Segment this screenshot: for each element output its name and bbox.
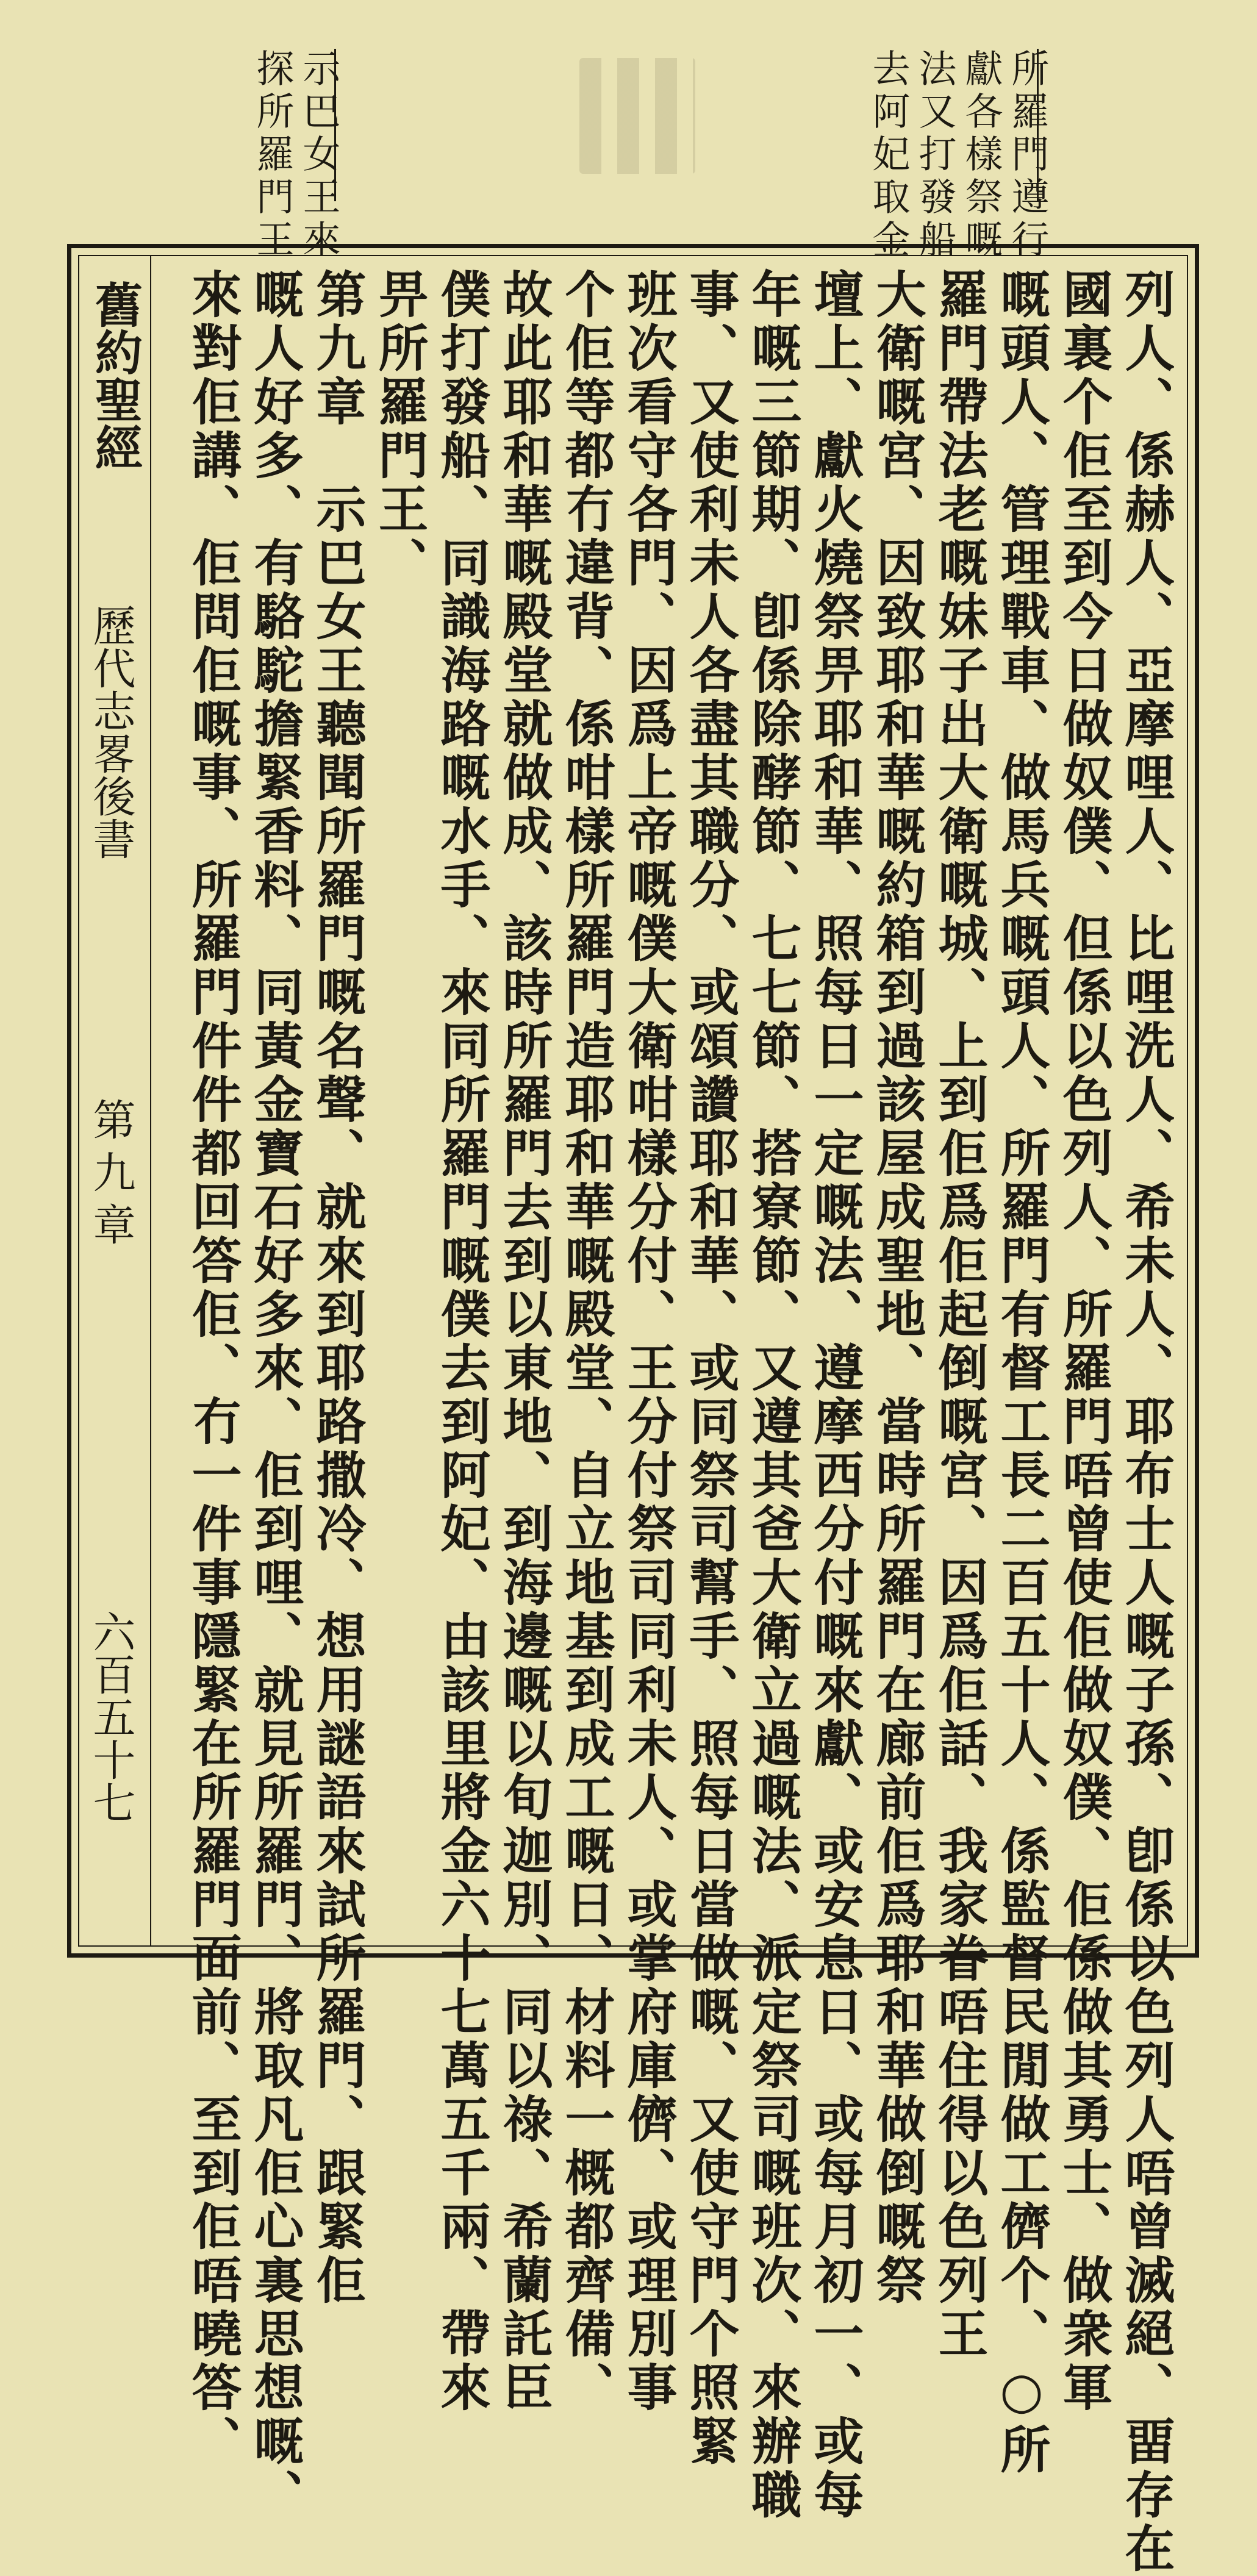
page-number: 六百五十七: [86, 1610, 136, 1823]
marginal-note-left: [244, 49, 342, 262]
book-title: 歷代志畧後書: [86, 604, 136, 860]
text-column: 年嘅三節期、卽係除酵節、七七節、搭寮節、又遵其爸大衛立過嘅法、派定祭司嘅班次、來辦職: [743, 268, 802, 2522]
note-line: 法又打發船: [912, 49, 957, 262]
chapter-heading-column: 第九章 示巴女王聽聞所羅門嘅名聲、就來到耶路撒冷、想用謎語來試所羅門、跟緊佢: [308, 268, 367, 2308]
bleed-through: [579, 58, 695, 174]
divider: [150, 255, 151, 1947]
text-column: 畀所羅門王、: [370, 268, 429, 590]
chapter-label: 第九章: [86, 1098, 136, 1255]
text-column: 嘅人好多、有駱駝擔緊香料、同黃金寶石好多來、佢到哩、就見所羅門、將取凡佢心裏思想嘅、: [246, 268, 304, 2522]
text-column: 嘅頭人、管理戰車、做馬兵嘅頭人、所羅門有督工長二百五十人、係監督民閒做工儕个、○所: [992, 268, 1051, 2477]
note-line: 示巴女王來: [296, 49, 341, 262]
text-column: 羅門帶法老嘅妹子出大衛嘅城、上到佢爲佢起倒嘅宮、因爲佢話、我家眷唔住得以色列王: [930, 268, 989, 2361]
running-head: [81, 262, 148, 1939]
text-column: 僕打發船、同識海路嘅水手、來同所羅門嘅僕去到阿妃、由該里將金六十七萬五千兩、帶來: [432, 268, 491, 2415]
text-column: 班次看守各門、因爲上帝嘅僕大衛咁樣分付、王分付祭司同利未人、或掌府庫儕、或理別事: [619, 268, 678, 2415]
text-column: 事、又使利未人各盡其職分、或頌讚耶和華、或同祭司幫手、照每日當做嘅、又使守門个照緊: [681, 268, 740, 2469]
text-column: 大衛嘅宮、因致耶和華嘅約箱到過該屋成聖地、當時所羅門在廊前佢爲耶和華做倒嘅祭: [868, 268, 926, 2308]
note-line: 所羅門遵行: [1005, 49, 1050, 262]
text-column: 故此耶和華嘅殿堂就做成、該時所羅門去到以東地、到海邊嘅以旬迦別、同以祿、希蘭託臣: [495, 268, 553, 2415]
note-line: 探所羅門王: [250, 49, 295, 262]
text-column: 壇上、獻火燒祭畀耶和華、照每日一定嘅法、遵摩西分付嘅來獻、或安息日、或每月初一、或每: [806, 268, 864, 2522]
note-line: 獻各樣祭嘅: [959, 49, 1003, 262]
text-column: 國裏个佢至到今日做奴僕、但係以色列人、所羅門唔曾使佢做奴僕、佢係做其勇士、做衆軍: [1055, 268, 1113, 2415]
bible-title: 舊約聖經: [87, 281, 143, 471]
note-line: 去阿妃取金: [866, 49, 911, 262]
marginal-note-right: [849, 49, 1050, 262]
text-column: 來對佢講、佢問佢嘅事、所羅門件件都回答佢、冇一件事隱緊在所羅門面前、至到佢唔曉答、: [184, 268, 242, 2469]
text-column: 个佢等都冇違背、係咁樣所羅門造耶和華嘅殿堂、自立地基到成工嘅日、材料一概都齊備、: [557, 268, 615, 2415]
text-column: 列人、係赫人、亞摩哩人、比哩洗人、希未人、耶布士人嘅子孫、卽係以色列人唔曾滅絕、畱存在: [1117, 268, 1175, 2576]
